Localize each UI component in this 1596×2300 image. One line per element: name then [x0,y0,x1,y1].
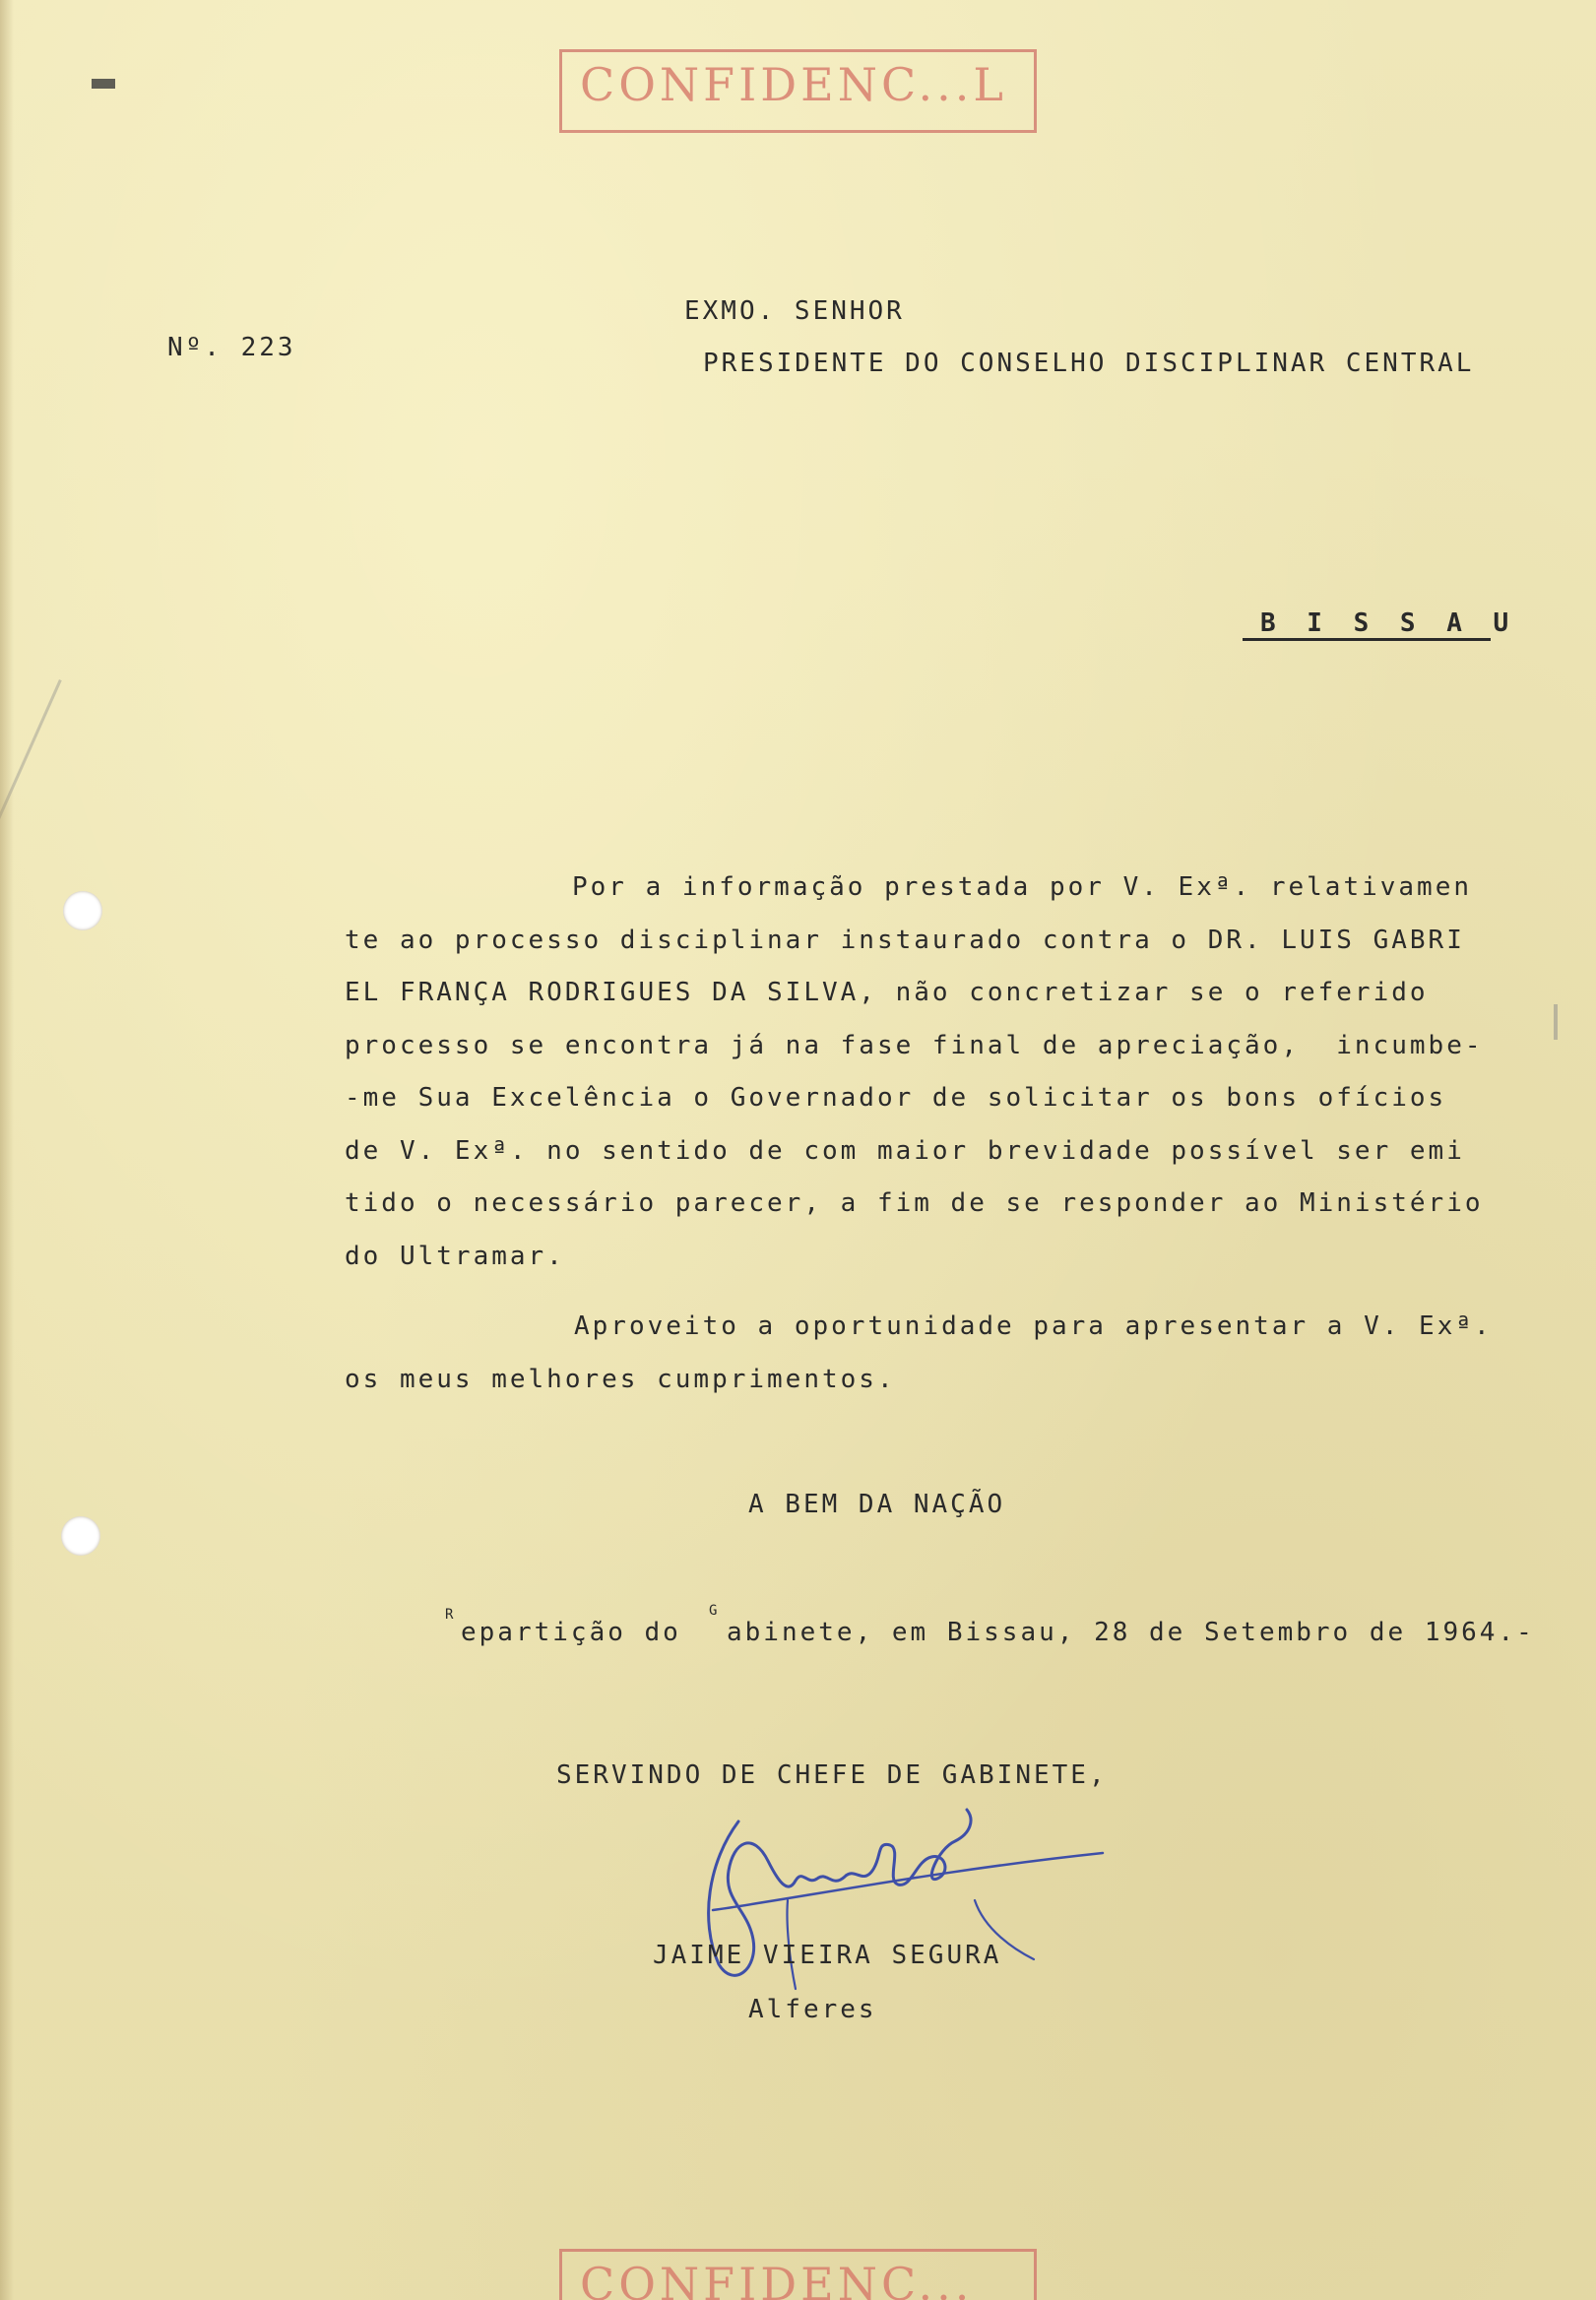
body-line: os meus melhores cumprimentos. [345,1365,896,1394]
signatory-rank: Alferes [748,1995,877,2024]
body-line: EL FRANÇA RODRIGUES DA SILVA, não concretizar se o referido [345,978,1429,1007]
margin-tick [1554,1004,1558,1040]
pencil-stroke [0,679,62,950]
document-number: Nº. 223 [167,333,296,362]
punch-hole-top [63,891,102,930]
dateline-initial-mark: R [445,1607,454,1623]
confidential-stamp-top: CONFIDENC...L [559,49,1037,133]
body-line: de V. Exª. no sentido de com maior brevidade possível ser emi [345,1136,1465,1166]
body-line: Aproveito a oportunidade para apresentar a V. Exª. [574,1311,1493,1341]
ink-speck [92,79,115,89]
body-line: tido o necessário parecer, a fim de se responder ao Ministério [345,1188,1484,1218]
body-line: do Ultramar. [345,1242,565,1271]
dateline-text-b: abinete, em Bissau, 28 de Setembro de 1964.- [727,1618,1535,1647]
punch-hole-bottom [61,1516,100,1556]
dateline-mid-mark: G [709,1603,718,1619]
addressee-place: B I S S A U [1260,608,1517,638]
signatory-name: JAIME VIEIRA SEGURA [653,1941,1002,1970]
body-line: -me Sua Excelência o Governador de solicitar os bons ofícios [345,1083,1447,1113]
addressee-title: PRESIDENTE DO CONSELHO DISCIPLINAR CENTRAL [703,349,1475,378]
confidential-stamp-bottom: CONFIDENC... [559,2249,1037,2300]
body-line: Por a informação prestada por V. Exª. relativamen [572,872,1473,902]
closing-motto: A BEM DA NAÇÃO [748,1490,1006,1519]
addressee-salutation: EXMO. SENHOR [684,296,905,326]
body-line: processo se encontra já na fase final de apreciação, incumbe- [345,1031,1484,1060]
dateline-text-a: epartição do [461,1618,681,1647]
place-underline [1243,638,1491,641]
body-line: te ao processo disciplinar instaurado contra o DR. LUIS GABRI [345,926,1465,955]
signatory-title: SERVINDO DE CHEFE DE GABINETE, [556,1760,1108,1790]
